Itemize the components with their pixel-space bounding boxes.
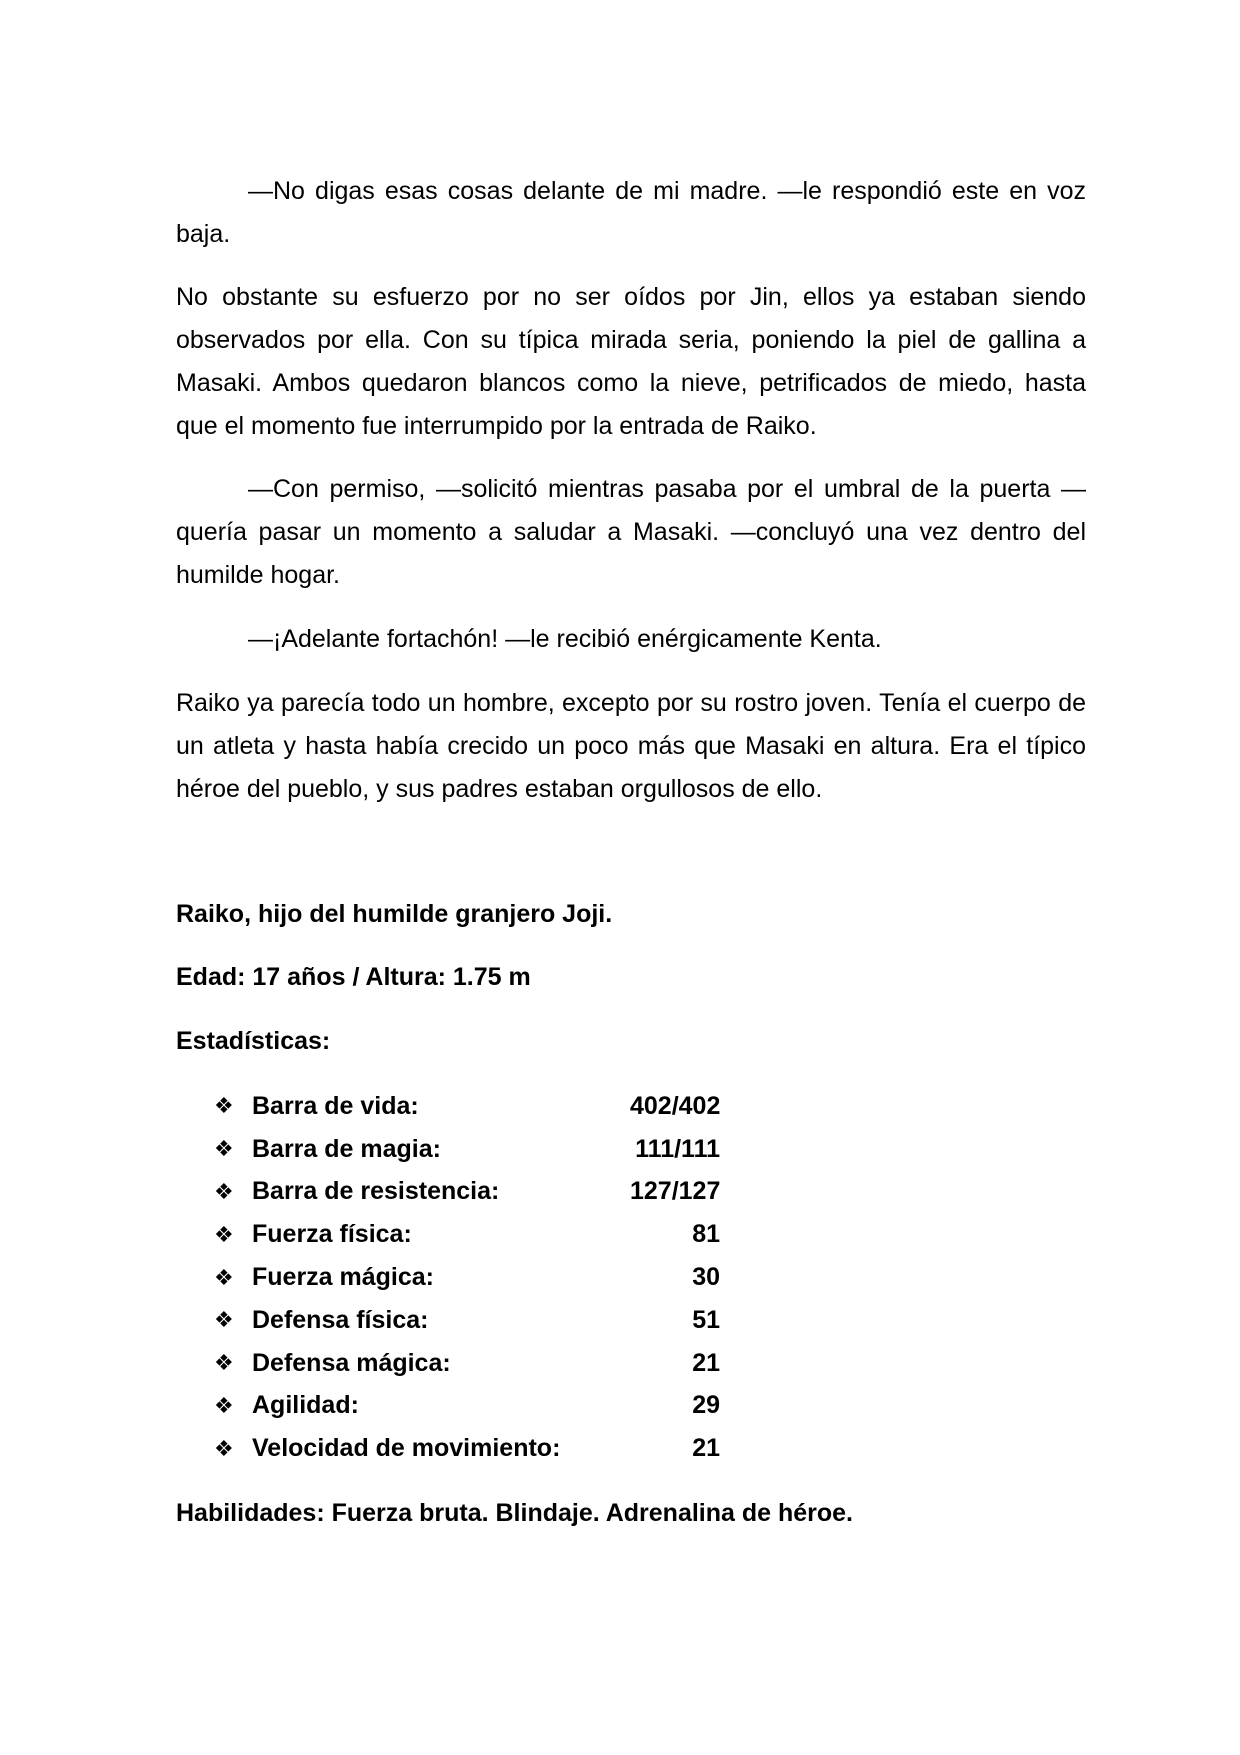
abilities-line: Habilidades: Fuerza bruta. Blindaje. Adrenalina de héroe. [176,1499,854,1527]
stat-value: 111/111 [635,1134,720,1163]
stat-label: Defensa física: [252,1305,429,1334]
stat-value: 402/402 [630,1091,721,1120]
stat-label: Velocidad de movimiento: [252,1434,561,1463]
diamond-four-icon: ❖ [214,1264,234,1290]
diamond-four-icon: ❖ [214,1435,234,1461]
stat-item [214,1427,734,1470]
stat-label: Barra de magia: [252,1134,441,1163]
paragraph-dialogue-1: —No digas esas cosas delante de mi madre. —le respondió este en voz baja. [176,177,1086,248]
paragraph-narration-1: No obstante su esfuerzo por no ser oídos por Jin, ellos ya estaban siendo observados por ella. Con su típica mirada seria, poniendo la piel de gallina a Masaki. Ambos quedaron blancos como la nieve, petrificados de miedo, hasta que el momento fue interrumpido por la entrada de Raiko. [176,283,1086,440]
diamond-four-icon: ❖ [214,1136,234,1162]
stat-label: Defensa mágica: [252,1348,451,1377]
stat-value: 30 [692,1263,720,1292]
stat-label: Fuerza física: [252,1220,412,1249]
paragraph-dialogue-2: —Con permiso, —solicitó mientras pasaba por el umbral de la puerta —quería pasar un momento a saludar a Masaki. —concluyó una vez dentro del humilde hogar. [176,475,1086,589]
stat-item [214,1385,734,1428]
stats-list [214,1085,734,1470]
paragraph-dialogue-3: —¡Adelante fortachón! —le recibió enérgicamente Kenta. [248,625,882,653]
stat-value: 29 [692,1391,720,1420]
paragraph-narration-2: Raiko ya parecía todo un hombre, excepto por su rostro joven. Tenía el cuerpo de un atleta y hasta había crecido un poco más que Masaki en altura. Era el típico héroe del pueblo, y sus padres estaban orgullosos de ello. [176,689,1086,803]
stat-label: Fuerza mágica: [252,1263,435,1292]
stat-label: Barra de resistencia: [252,1177,500,1206]
diamond-four-icon: ❖ [214,1178,234,1204]
diamond-four-icon: ❖ [214,1392,234,1418]
stat-label: Agilidad: [252,1391,359,1420]
diamond-four-icon: ❖ [214,1307,234,1333]
stat-value: 21 [692,1348,720,1377]
stats-heading: Estadísticas: [176,1027,331,1055]
stat-value: 21 [692,1434,720,1463]
stat-value: 127/127 [630,1177,721,1206]
stat-item [214,1299,734,1342]
stat-item [214,1213,734,1256]
diamond-four-icon: ❖ [214,1350,234,1376]
stat-item [214,1085,734,1128]
diamond-four-icon: ❖ [214,1221,234,1247]
stat-value: 51 [692,1305,720,1334]
diamond-four-icon: ❖ [214,1093,234,1119]
character-name: Raiko, hijo del humilde granjero Joji. [176,900,613,928]
character-age-height: Edad: 17 años / Altura: 1.75 m [176,963,531,991]
stat-item [214,1256,734,1299]
stat-item [214,1342,734,1385]
stat-item [214,1171,734,1214]
stat-label: Barra de vida: [252,1091,419,1120]
stat-item [214,1128,734,1171]
stat-value: 81 [692,1220,720,1249]
